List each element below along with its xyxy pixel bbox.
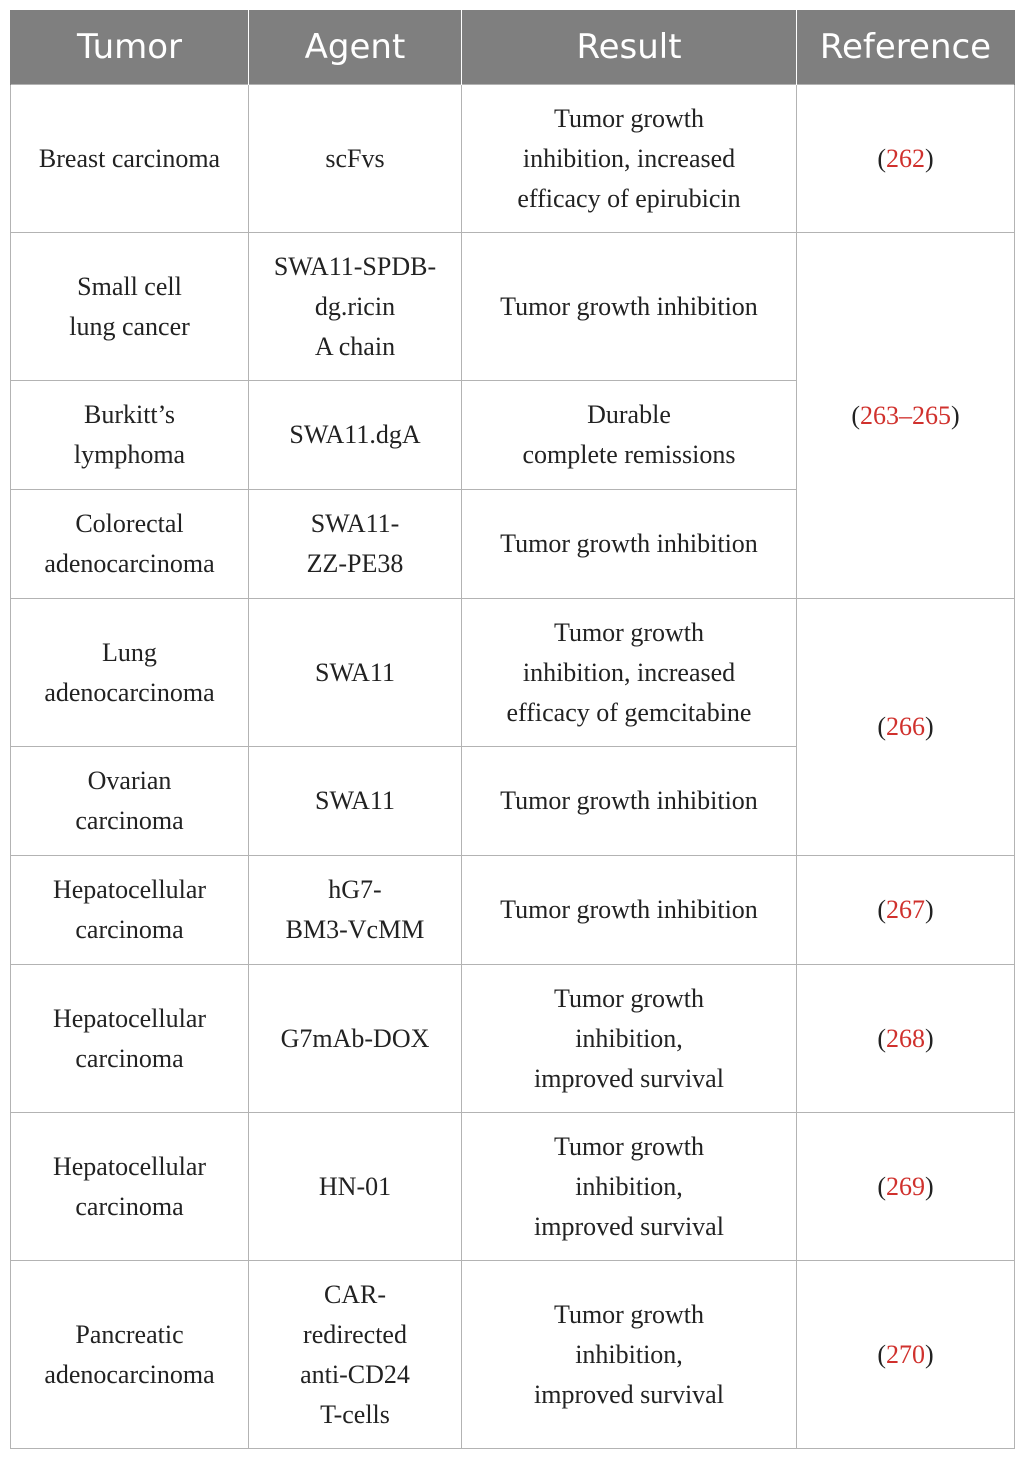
result-cell	[462, 747, 797, 856]
reference-link[interactable]: 269	[886, 1171, 925, 1201]
result-line: improved survival	[534, 1211, 724, 1241]
tumor-cell	[11, 747, 249, 856]
result-cell	[462, 1261, 797, 1449]
result-line: complete remissions	[522, 440, 736, 469]
tumor-line: carcinoma	[75, 806, 184, 835]
result-line: improved survival	[534, 1063, 724, 1093]
tumor-line: Hepatocellular	[52, 875, 207, 904]
tumor-cell	[11, 1113, 249, 1261]
result-cell	[462, 381, 797, 490]
table-row	[11, 856, 1015, 965]
tumor-line: Colorectal	[75, 509, 184, 538]
result-line: Tumor growth	[553, 617, 704, 647]
reference-cell: (270)	[797, 1261, 1015, 1449]
result-line: Tumor growth inhibition	[500, 786, 758, 815]
tumor-line: Lung	[102, 637, 157, 667]
result-cell	[462, 233, 797, 381]
result-line: Tumor growth	[553, 103, 704, 133]
header-result: Result	[462, 10, 797, 85]
agent-cell	[249, 233, 462, 381]
result-cell	[462, 85, 797, 233]
agent-line: SWA11-	[310, 509, 400, 538]
reference-link[interactable]: 262	[886, 143, 925, 173]
result-cell	[462, 490, 797, 599]
tumor-line: carcinoma	[75, 915, 184, 944]
header-row	[11, 10, 1015, 85]
result-line: Tumor growth inhibition	[500, 529, 758, 558]
reference-link[interactable]: 270	[886, 1339, 925, 1369]
reference-link[interactable]: 266	[886, 712, 925, 741]
table-row	[11, 965, 1015, 1113]
result-line: inhibition,	[575, 1023, 683, 1053]
tumor-cell	[11, 965, 249, 1113]
agent-cell	[249, 85, 462, 233]
result-line: inhibition,	[575, 1171, 683, 1201]
result-line: Tumor growth inhibition	[500, 895, 758, 924]
result-line: inhibition,	[575, 1339, 683, 1369]
agent-cell	[249, 599, 462, 747]
agent-line: T-cells	[320, 1399, 390, 1429]
reference-cell: (263–265)	[797, 233, 1015, 599]
table-row	[11, 1113, 1015, 1261]
tumor-line: carcinoma	[75, 1043, 184, 1073]
tumor-cell	[11, 856, 249, 965]
agent-cell	[249, 1261, 462, 1449]
tumor-cell	[11, 85, 249, 233]
reference-link[interactable]: 268	[886, 1023, 925, 1053]
tumor-line: adenocarcinoma	[44, 549, 215, 578]
table-row	[11, 85, 1015, 233]
result-line: inhibition, increased	[522, 657, 736, 687]
agent-line: SWA11	[315, 657, 395, 687]
tumor-line: Hepatocellular	[52, 1151, 207, 1181]
agent-cell	[249, 381, 462, 490]
agent-line: CAR-	[323, 1279, 387, 1309]
tumor-line: Pancreatic	[75, 1319, 184, 1349]
agent-line: A chain	[314, 331, 396, 361]
tumor-line: Small cell	[77, 271, 182, 301]
agent-line: SWA11	[315, 786, 395, 815]
tumor-cell	[11, 1261, 249, 1449]
tumor-line: adenocarcinoma	[44, 677, 215, 707]
agent-line: SWA11-SPDB-	[273, 251, 437, 281]
tumor-line: Ovarian	[87, 766, 172, 795]
reference-cell: (262)	[797, 85, 1015, 233]
result-cell	[462, 856, 797, 965]
tumor-line: lymphoma	[73, 440, 186, 469]
agent-line: HN-01	[318, 1171, 392, 1201]
agent-line: scFvs	[325, 143, 385, 173]
result-line: Durable	[587, 400, 671, 429]
result-line: inhibition, increased	[522, 143, 736, 173]
tumor-line: Hepatocellular	[52, 1003, 207, 1033]
tumor-line: carcinoma	[75, 1191, 184, 1221]
reference-link[interactable]: 263–265	[860, 400, 951, 430]
result-line: improved survival	[534, 1379, 724, 1409]
result-cell	[462, 599, 797, 747]
table-row	[11, 233, 1015, 381]
result-line: efficacy of epirubicin	[517, 183, 741, 213]
tumor-cell	[11, 233, 249, 381]
tumor-line: adenocarcinoma	[44, 1359, 215, 1389]
agent-line: G7mAb-DOX	[280, 1023, 430, 1053]
header-reference: Reference	[797, 10, 1015, 85]
agent-line: dg.ricin	[314, 291, 396, 321]
result-line: efficacy of gemcitabine	[506, 697, 752, 727]
tumor-line: Burkitt’s	[83, 400, 175, 429]
agent-line: BM3-VcMM	[285, 915, 425, 944]
agent-line: SWA11.dgA	[289, 420, 421, 449]
table-row	[11, 1261, 1015, 1449]
result-line: Tumor growth	[553, 1299, 704, 1329]
agent-cell	[249, 856, 462, 965]
result-cell	[462, 1113, 797, 1261]
tumor-line: lung cancer	[69, 311, 190, 341]
agent-line: anti-CD24	[300, 1359, 410, 1389]
result-line: Tumor growth	[553, 983, 704, 1013]
reference-cell: (269)	[797, 1113, 1015, 1261]
result-line: Tumor growth inhibition	[500, 291, 758, 321]
table-row	[11, 599, 1015, 747]
result-line: Tumor growth	[553, 1131, 704, 1161]
result-cell	[462, 965, 797, 1113]
agent-cell	[249, 490, 462, 599]
tumor-line: Breast carcinoma	[38, 143, 221, 173]
reference-cell: (267)	[797, 856, 1015, 965]
reference-cell: (268)	[797, 965, 1015, 1113]
data-table	[10, 10, 1015, 1449]
agent-cell	[249, 1113, 462, 1261]
reference-cell: (266)	[797, 599, 1015, 856]
tumor-cell	[11, 490, 249, 599]
reference-link[interactable]: 267	[886, 895, 925, 924]
agent-line: ZZ-PE38	[306, 549, 404, 578]
header-agent: Agent	[249, 10, 462, 85]
agent-line: hG7-	[328, 875, 382, 904]
header-tumor: Tumor	[11, 10, 249, 85]
agent-cell	[249, 965, 462, 1113]
agent-line: redirected	[303, 1319, 407, 1349]
tumor-cell	[11, 381, 249, 490]
tumor-cell	[11, 599, 249, 747]
agent-cell	[249, 747, 462, 856]
